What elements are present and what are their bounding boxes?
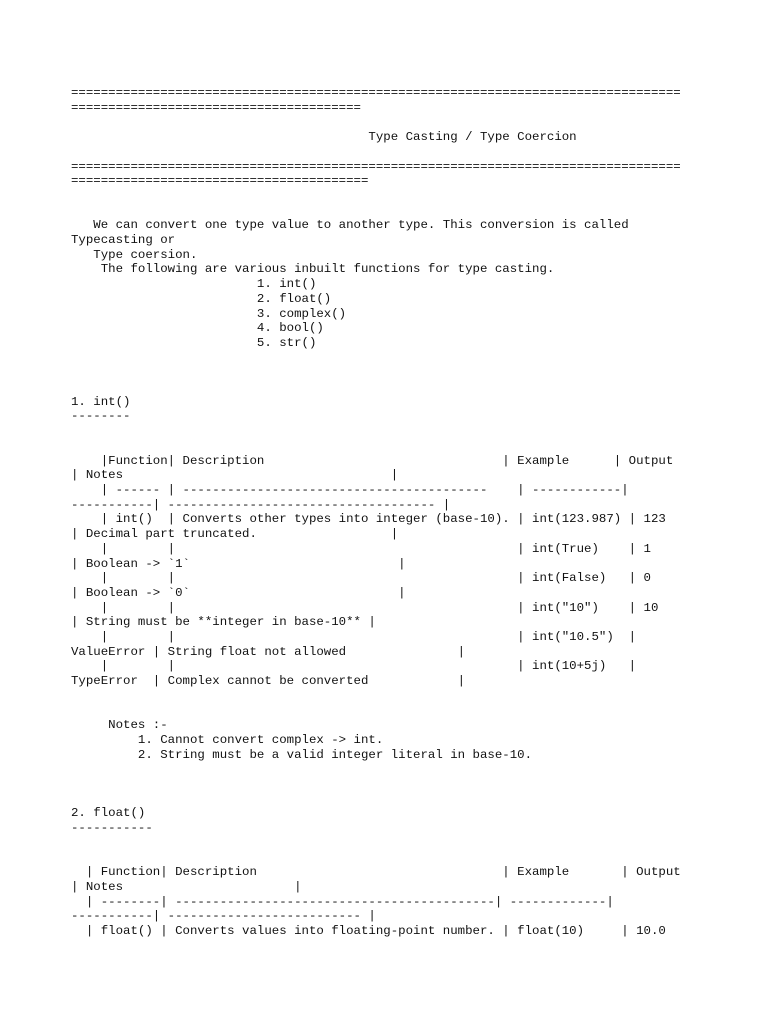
doc-line: | | | int(False) | 0 — [71, 571, 651, 586]
doc-line: | ------ | ----------------------------------------- | ------------| — [71, 482, 629, 497]
doc-line: 1. Cannot convert complex -> int. — [71, 732, 384, 747]
doc-line: | | | int("10.5") | — [71, 630, 637, 645]
doc-line: ================================================================================== — [71, 159, 681, 174]
doc-line: | | | int(True) | 1 — [71, 541, 651, 556]
doc-line: 1. int() — [71, 394, 131, 409]
doc-line: | | | int("10") | 10 — [71, 600, 659, 615]
doc-line: Notes :- — [71, 718, 168, 733]
doc-line: The following are various inbuilt functions for type casting. — [71, 262, 555, 277]
doc-line: ======================================= — [71, 100, 361, 115]
doc-line: 2. String must be a valid integer literal in base-10. — [71, 747, 533, 762]
doc-line: 2. float() — [71, 806, 146, 821]
doc-line: | Function| Description | Example | Output — [71, 865, 681, 880]
doc-line: 3. complex() — [71, 306, 347, 321]
doc-line: ValueError | String float not allowed | — [71, 644, 466, 659]
doc-line: | String must be **integer in base-10** | — [71, 615, 376, 630]
doc-line: -------- — [71, 409, 131, 424]
doc-line: |Function| Description | Example | Output — [71, 453, 674, 468]
doc-line: | float() | Converts values into floating-point number. | float(10) | 10.0 — [71, 924, 666, 939]
doc-line: Type coersion. — [71, 247, 198, 262]
document-text — [71, 86, 761, 939]
doc-line: | Boolean -> `0` | — [71, 585, 406, 600]
doc-line: | Boolean -> `1` | — [71, 556, 406, 571]
doc-line: | --------| -------------------------------------------| -------------| — [71, 894, 614, 909]
doc-line: | Notes | — [71, 468, 399, 483]
doc-line: Type Casting / Type Coercion — [71, 130, 577, 145]
doc-line: TypeError | Complex cannot be converted | — [71, 674, 466, 689]
doc-line: | Notes | — [71, 879, 302, 894]
doc-line: ======================================== — [71, 174, 369, 189]
doc-line: Typecasting or — [71, 233, 176, 248]
doc-line: 4. bool() — [71, 321, 324, 336]
document-page — [71, 86, 761, 939]
doc-line: -----------| -------------------------- | — [71, 909, 376, 924]
doc-line: | | | int(10+5j) | — [71, 659, 637, 674]
doc-line: | int() | Converts other types into integer (base-10). | int(123.987) | 123 — [71, 512, 666, 527]
doc-line: ----------- — [71, 821, 153, 836]
doc-line: 1. int() — [71, 277, 317, 292]
doc-line: 2. float() — [71, 291, 332, 306]
doc-line: 5. str() — [71, 335, 317, 350]
doc-line: | Decimal part truncated. | — [71, 527, 399, 542]
doc-line: We can convert one type value to another type. This conversion is called — [71, 218, 629, 233]
doc-line: -----------| ------------------------------------ | — [71, 497, 451, 512]
doc-line: ================================================================================== — [71, 86, 681, 100]
